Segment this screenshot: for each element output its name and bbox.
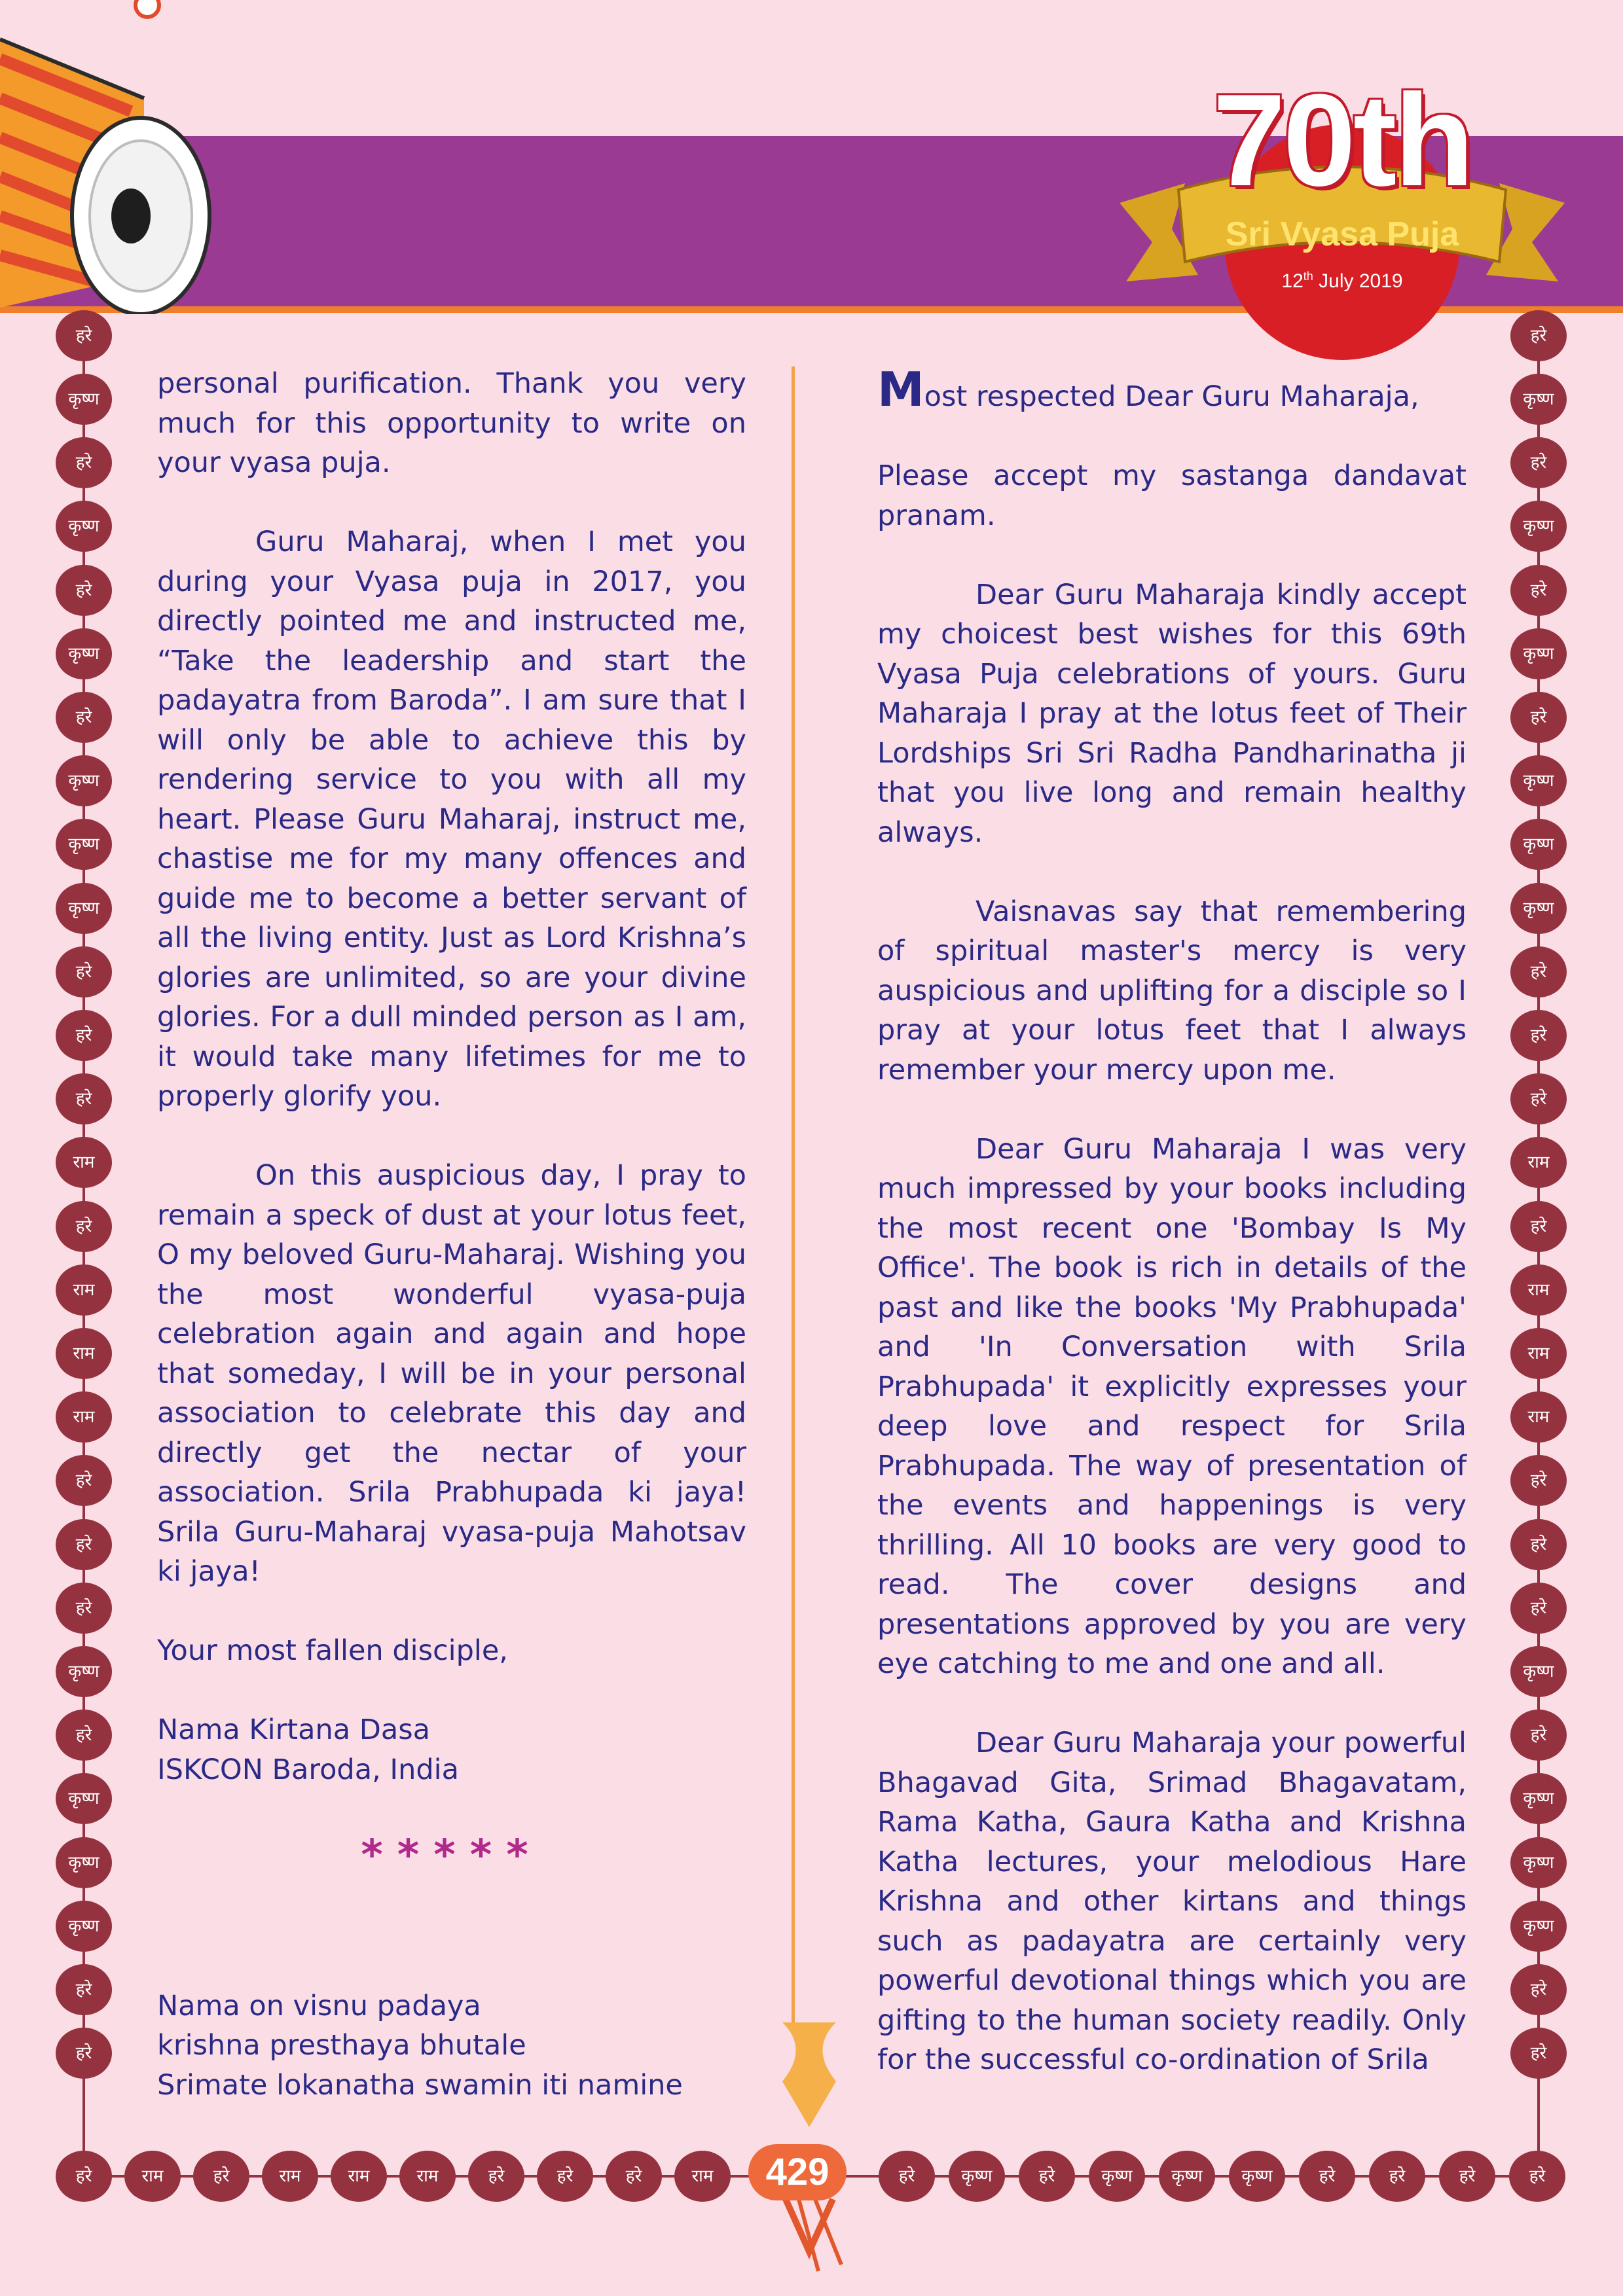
- bead: कृष्ण: [1159, 2151, 1215, 2202]
- verse-line: krishna presthaya bhutale: [157, 2029, 526, 2062]
- bead: हरे: [56, 692, 112, 743]
- bead: हरे: [1019, 2151, 1075, 2202]
- bead: हरे: [56, 1519, 112, 1570]
- bead: हरे: [56, 1710, 112, 1761]
- section-separator: *****: [361, 1831, 543, 1880]
- bead: हरे: [1510, 946, 1567, 997]
- bead: कृष्ण: [56, 1901, 112, 1952]
- bead: कृष्ण: [1510, 374, 1567, 425]
- bead: हरे: [56, 1010, 112, 1061]
- bead: हरे: [56, 946, 112, 997]
- bead: राम: [1510, 1391, 1567, 1443]
- bead: कृष्ण: [56, 1837, 112, 1888]
- bead: कृष्ण: [56, 755, 112, 806]
- bead: हरे: [56, 437, 112, 488]
- paragraph: Guru Maharaj, when I met you during your Vyasa puja in 2017, you directly pointed me and instructed me, “Take the leadership and start the padayatra from Baroda”. I am sure that I will only be able to achieve this by rendering service to you with all my heart. Please Guru Maharaj, instruct me, chastise me for my many offences and guide me to become a better servant of all the living entity. Just as Lord Krishna’s glories are unlimited, so are your divine glories. For a dull minded person as I am, it would take many lifetimes for me to properly glorify you.: [157, 526, 746, 1113]
- bead: हरे: [56, 1455, 112, 1506]
- bead: हरे: [56, 565, 112, 616]
- bead: हरे: [1439, 2151, 1495, 2202]
- bead: राम: [331, 2151, 387, 2202]
- bead: राम: [399, 2151, 456, 2202]
- bead: हरे: [537, 2151, 593, 2202]
- bead: कृष्ण: [949, 2151, 1005, 2202]
- bead: हरे: [468, 2151, 524, 2202]
- bead: राम: [56, 1137, 112, 1188]
- column-divider: [792, 367, 795, 2022]
- paragraph: personal purification. Thank you very much for this opportunity to write on your vyasa puja.: [157, 367, 746, 479]
- bead: हरे: [1510, 1519, 1567, 1570]
- bead: हरे: [1510, 1710, 1567, 1761]
- page-number: 429: [748, 2144, 847, 2200]
- bead: हरे: [1369, 2151, 1425, 2202]
- closing-line: Your most fallen disciple,: [157, 1634, 508, 1667]
- bead: हरे: [56, 1583, 112, 1634]
- bead: हरे: [56, 1201, 112, 1252]
- bead: कृष्ण: [1510, 1901, 1567, 1952]
- event-date: 12th July 2019: [1281, 270, 1403, 292]
- bead: कृष्ण: [1510, 1837, 1567, 1888]
- paragraph: Dear Guru Maharaja your powerful Bhagavad Gita, Srimad Bhagavatam, Rama Katha, Gaura Katha and Krishna Katha lectures, your melodious Hare Krishna and other kirtans and things such as padayatra are certainly very powerful devotional things which you are gifting to the human society readily. Only for the successful co-ordination of Srila: [877, 1727, 1467, 2076]
- bead: कृष्ण: [56, 1646, 112, 1697]
- bead: हरे: [193, 2151, 249, 2202]
- signature-place: ISKCON Baroda, India: [157, 1753, 459, 1786]
- bead: कृष्ण: [56, 374, 112, 425]
- anniversary-number: 70th: [1213, 67, 1472, 213]
- bead: कृष्ण: [1089, 2151, 1145, 2202]
- salutation: Most respected Dear Guru Maharaja,: [877, 362, 1419, 417]
- bead: हरे: [1510, 1583, 1567, 1634]
- bead: हरे: [56, 1964, 112, 2015]
- bead: हरे: [1510, 692, 1567, 743]
- bead: कृष्ण: [1510, 628, 1567, 679]
- bead: कृष्ण: [1510, 883, 1567, 934]
- bead: कृष्ण: [56, 819, 112, 870]
- event-title: Sri Vyasa Puja: [1225, 215, 1459, 253]
- verse-line: Nama on visnu padaya: [157, 1989, 481, 2022]
- bead: राम: [56, 1391, 112, 1443]
- drop-cap: M: [877, 362, 924, 417]
- bead: हरे: [1299, 2151, 1355, 2202]
- signature-name: Nama Kirtana Dasa: [157, 1713, 430, 1746]
- bead: हरे: [56, 2028, 112, 2079]
- bead: कृष्ण: [1229, 2151, 1285, 2202]
- bead: राम: [1510, 1137, 1567, 1188]
- bead: कृष्ण: [1510, 1646, 1567, 1697]
- bead: कृष्ण: [1510, 755, 1567, 806]
- bead: हरे: [56, 1073, 112, 1124]
- paragraph: Dear Guru Maharaja kindly accept my choicest best wishes for this 69th Vyasa Puja celebrations of yours. Guru Maharaja I pray at the lotus feet of Their Lordships Sri Sri Radha Pandharinatha ji that you live long and remain healthy always.: [877, 578, 1467, 849]
- bead: हरे: [606, 2151, 662, 2202]
- bead: कृष्ण: [56, 501, 112, 552]
- bead: राम: [1510, 1328, 1567, 1379]
- bead: राम: [262, 2151, 318, 2202]
- bead: कृष्ण: [56, 628, 112, 679]
- bead: राम: [56, 1265, 112, 1316]
- bead: हरे: [1510, 1455, 1567, 1506]
- bead: कृष्ण: [1510, 501, 1567, 552]
- bead: हरे: [1510, 565, 1567, 616]
- bead: राम: [124, 2151, 181, 2202]
- paragraph: Dear Guru Maharaja I was very much impressed by your books including the most recent one 'Bombay Is My Office'. The book is rich in details of the past and like the books 'My Prabhupada' and 'In Conversation with Srila Prabhupada' it explicitly expresses your deep love and respect for Srila Prabhupada. The way of presentation of the events and happenings is very thrilling. All 10 books are very good to read. The cover designs and presentations approved by you are very eye catching to me and one and all.: [877, 1132, 1467, 1680]
- verse-line: Srimate lokanatha swamin iti namine: [157, 2068, 683, 2102]
- bead: हरे: [1510, 2028, 1567, 2079]
- bead: कृष्ण: [56, 1773, 112, 1824]
- bead: कृष्ण: [1510, 819, 1567, 870]
- left-column: [157, 364, 746, 2105]
- bead: हरे: [56, 310, 112, 361]
- bead: हरे: [1510, 1201, 1567, 1252]
- paragraph: Vaisnavas say that remembering of spiritual master's mercy is very auspicious and uplifting for a disciple so I pray at your lotus feet that I always remember your mercy upon me.: [877, 895, 1467, 1086]
- paragraph: Please accept my sastanga dandavat pranam.: [877, 459, 1467, 532]
- bead: हरे: [1510, 1073, 1567, 1124]
- bead: हरे: [1509, 2151, 1565, 2202]
- bead: कृष्ण: [1510, 1773, 1567, 1824]
- right-column: [877, 364, 1467, 2119]
- bead: कृष्ण: [56, 883, 112, 934]
- bead: हरे: [1510, 310, 1567, 361]
- paragraph: On this auspicious day, I pray to remain a speck of dust at your lotus feet, O my beloved Guru-Maharaj. Wishing you the most wonderful vyasa-puja celebration again and again and hope that someday, I will be in your personal association to celebrate this day and directly get the nectar of your association. Srila Prabhupada ki jaya! Srila Guru-Maharaj vyasa-puja Mahotsav ki jaya!: [157, 1159, 746, 1588]
- bead: राम: [56, 1328, 112, 1379]
- bead: हरे: [1510, 1964, 1567, 2015]
- bead: हरे: [879, 2151, 935, 2202]
- bead: हरे: [56, 2151, 112, 2202]
- bead: हरे: [1510, 437, 1567, 488]
- bead: राम: [674, 2151, 731, 2202]
- bead: हरे: [1510, 1010, 1567, 1061]
- bead: राम: [1510, 1265, 1567, 1316]
